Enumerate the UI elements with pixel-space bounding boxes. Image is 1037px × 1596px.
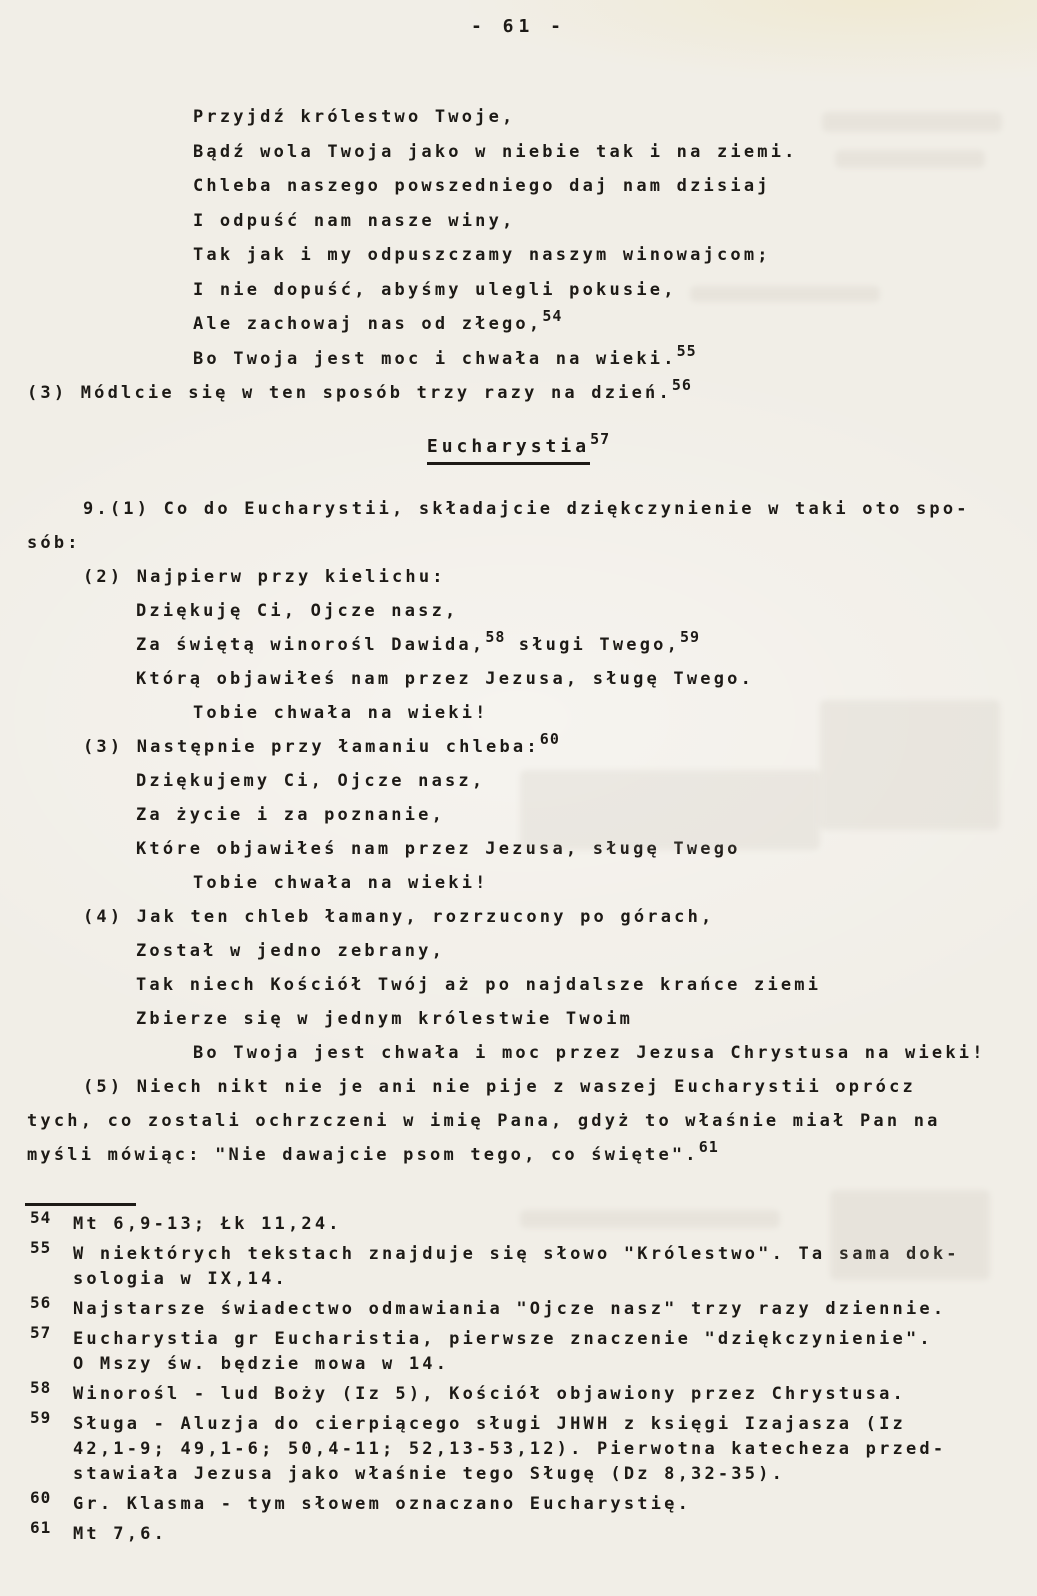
text-run: Chleba naszego powszedniego daj nam dzisiaj [193,176,771,196]
footnote-line: O Mszy św. będzie mowa w 14. [73,1354,450,1374]
bleedthrough-artifact [520,1210,780,1228]
prayer-line [0,307,1037,342]
bleedthrough-artifact [822,112,1002,132]
text-run: I odpuść nam nasze winy, [193,210,516,231]
text-run: 9.(1) Co do Eucharystii, składajcie dziękczynienie w taki oto spo- [83,499,970,519]
footnote-number: 57 [30,1323,52,1342]
footnote-text [73,1492,1005,1517]
body-line [0,900,1037,934]
text-run: Tobie chwała na wieki! [193,703,489,723]
footnote [30,1323,1005,1377]
text-run: Tak jak i my odpuszczamy naszym winowajcom; [193,245,771,265]
text-run: myśli mówiąc: "Nie dawajcie psom tego, co święte". [27,1145,699,1165]
body-line [0,492,1037,526]
page-number: - 61 - [470,16,567,37]
body-line [0,628,1037,662]
body-line [0,594,1037,628]
text-run: Zbierze się w jednym królestwie Twoim [136,1009,634,1029]
footnote-line: Eucharystia gr Eucharistia, pierwsze znaczenie "dziękczynienie". [73,1329,933,1349]
footnote-line: W niektórych tekstach znajduje się słowo "Królestwo". Ta sama dok- [73,1244,960,1264]
footnote-line: sologia w IX,14. [73,1269,288,1289]
footnote-ref: 55 [676,341,697,360]
text-run: Którą objawiłeś nam przez Jezusa, sługę Twego. [136,669,755,689]
footnote-ref: 59 [680,628,701,646]
bleedthrough-artifact [820,700,1000,830]
text-run: (4) Jak ten chleb łamany, rozrzucony po górach, [83,907,715,927]
body-line [0,526,1037,560]
footnote-text [73,1382,1005,1407]
text-run: Dziękujemy Ci, Ojcze nasz, [136,771,486,791]
body-line [0,1138,1037,1172]
prayer-line [0,238,1037,273]
prayer-line [0,376,1037,411]
prayer-line [0,273,1037,308]
body-line [0,1002,1037,1036]
chapter-9-text-block [0,492,1037,1172]
body-line [0,1104,1037,1138]
section-heading [0,430,1037,465]
text-run: (2) Najpierw przy kielichu: [83,567,446,587]
prayer-line [0,204,1037,239]
text-run: Został w jedno zebrany, [136,941,446,961]
footnote [30,1408,1005,1487]
footnote [30,1378,1005,1407]
text-run: sób: [27,533,81,553]
footnote [30,1518,1005,1547]
prayer-line [0,342,1037,377]
bleedthrough-artifact [835,150,985,168]
text-run: Tobie chwała na wieki! [193,873,489,893]
footnote-number: 59 [30,1408,52,1427]
bleedthrough-artifact [520,770,820,850]
footnote-text [73,1522,1005,1547]
bleedthrough-artifact [690,286,880,302]
footnote-ref: 56 [671,376,692,394]
footnote-line: Winorośl - lud Boży (Iz 5), Kościół objawiony przez Chrystusa. [73,1384,906,1404]
text-run: Bo Twoja jest chwała i moc przez Jezusa Chrystusa na wieki! [193,1043,986,1063]
body-line [0,560,1037,594]
prayer-line [0,169,1037,204]
body-line [0,832,1037,866]
footnote-ref: 54 [542,307,563,325]
footnote-number: 58 [30,1378,52,1397]
lords-prayer-block [0,100,1037,411]
body-line [0,1036,1037,1070]
footnote-ref: 58 [485,628,506,646]
footnote-number: 56 [30,1293,52,1312]
footnote-text [73,1297,1005,1322]
footnote-ref: 60 [539,730,560,748]
body-line [0,934,1037,968]
footnote-ref: 61 [698,1138,719,1156]
text-run: Bo Twoja jest moc i chwała na wieki. [193,348,677,369]
footnote-line: Mt 6,9-13; Łk 11,24. [73,1214,342,1234]
text-run: sługi Twego, [505,635,681,655]
text-run: Za świętą winorośl Dawida, [136,635,486,655]
text-run: I nie dopuść, abyśmy ulegli pokusie, [193,279,677,300]
text-run: Za życie i za poznanie, [136,805,446,825]
text-run: Bądź wola Twoja jako w niebie tak i na ziemi. [193,141,798,162]
text-run: Dziękuję Ci, Ojcze nasz, [136,601,459,621]
text-run: tych, co zostali ochrzczeni w imię Pana, gdyż to właśnie miał Pan na [27,1111,941,1131]
text-run: (5) Niech nikt nie je ani nie pije z waszej Eucharystii oprócz [83,1077,916,1097]
footnote-line: 42,1-9; 49,1-6; 50,4-11; 52,13-53,12). Pierwotna katecheza przed- [73,1439,947,1459]
footnote-number: 60 [30,1488,52,1507]
text-run: Które objawiłeś nam przez Jezusa, sługę Twego [136,839,741,859]
bleedthrough-artifact [830,1190,990,1280]
footnote-line: Mt 7,6. [73,1524,168,1544]
body-line [0,866,1037,900]
footnote-separator-rule [25,1203,136,1206]
footnote-line: Najstarsze świadectwo odmawiania "Ojcze nasz" trzy razy dziennie. [73,1299,947,1319]
footnote-text [73,1327,1005,1377]
footnote-line: Gr. Klasma - tym słowem oznaczano Eucharystię. [73,1494,692,1514]
footnote [30,1293,1005,1322]
footnote-line: Sługa - Aluzja do cierpiącego sługi JHWH z księgi Izajasza (Iz [73,1414,906,1434]
text-run: (3) Następnie przy łamaniu chleba: [83,737,540,757]
footnote-ref: 57 [590,430,611,448]
footnote-number: 55 [30,1238,52,1257]
text-run: Tak niech Kościół Twój aż po najdalsze krańce ziemi [136,975,822,995]
footnote-line: stawiała Jezusa jako właśnie tego Sługę (Dz 8,32-35). [73,1464,786,1484]
body-line [0,968,1037,1002]
footnote-text [73,1412,1005,1487]
text-run: (3) Módlcie się w ten sposób trzy razy na dzień. [27,383,672,403]
text-run: Ale zachowaj nas od złego, [193,314,543,334]
body-line [0,1070,1037,1104]
footnote-number: 54 [30,1208,52,1227]
footnote [30,1488,1005,1517]
footnote-number: 61 [30,1518,52,1537]
section-heading-title: Eucharystia [427,436,590,465]
body-line [0,662,1037,696]
text-run: Przyjdź królestwo Twoje, [193,107,516,127]
